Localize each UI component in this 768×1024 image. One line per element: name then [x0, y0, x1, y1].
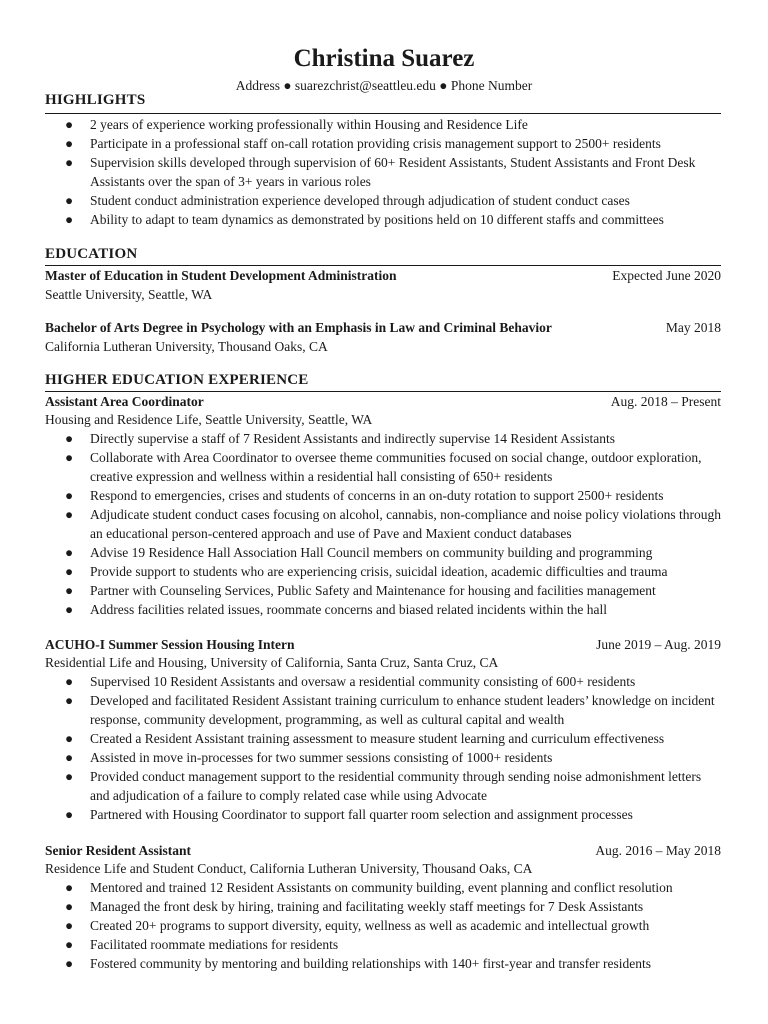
candidate-name: Christina Suarez [293, 45, 475, 72]
education-school-2: California Lutheran University, Thousand Oaks, CA [45, 339, 328, 354]
education-school-1: Seattle University, Seattle, WA [45, 287, 213, 302]
job-date-1: Aug. 2018 – Present [610, 394, 721, 409]
list-item: ● Fostered community by mentoring and building relationships with 140+ first-year and transfer residents [65, 956, 652, 971]
job-2-bullets [45, 672, 721, 824]
list-item: ● Created a Resident Assistant training assessment to measure student learning and curriculum effectiveness [65, 731, 665, 746]
list-item: ● Directly supervise a staff of 7 Resident Assistants and indirectly supervise 14 Resident Assistants [65, 431, 616, 446]
bullet-icon: ● [65, 488, 74, 503]
job-date-2: June 2019 – Aug. 2019 [596, 637, 721, 652]
job-org-1: Housing and Residence Life, Seattle University, Seattle, WA [45, 412, 373, 427]
education-date-1: Expected June 2020 [612, 268, 721, 283]
list-item: ● Facilitated roommate mediations for residents [65, 937, 339, 952]
bullet-icon: ● [65, 731, 74, 746]
list-item: ● Partner with Counseling Services, Public Safety and Maintenance for housing and facilities management [65, 583, 656, 598]
list-item: ● Adjudicate student conduct cases focusing on alcohol, cannabis, non-compliance and noise policy violations through an educational person-centered approach and use of Pave and Maxient conduct databases [65, 507, 721, 541]
bullet-icon: ● [65, 564, 74, 579]
education-date-2: May 2018 [665, 320, 721, 335]
job-org-3: Residence Life and Student Conduct, California Lutheran University, Thousand Oaks, CA [45, 861, 533, 876]
list-item: ● Ability to adapt to team dynamics as demonstrated by positions held on 10 different staffs and committees [65, 212, 664, 227]
job-title-3: Senior Resident Assistant Aug. 2016 – May 2018 [45, 843, 721, 858]
list-item: ● Partnered with Housing Coordinator to support fall quarter room selection and assignment processes [65, 807, 633, 822]
contact-line: Address ● suarezchrist@seattleu.edu ● Phone Number [235, 78, 533, 93]
bullet-icon: ● [65, 431, 74, 446]
bullet-icon: ● [65, 674, 74, 689]
list-item: ● Developed and facilitated Resident Assistant training curriculum to enhance student leaders’ knowledge on incident response, community development, programming, as well as cultural capital and wealth [65, 693, 715, 727]
bullet-icon: ● [65, 807, 74, 822]
list-item: ● Student conduct administration experience developed through adjudication of student conduct cases [65, 193, 630, 208]
bullet-icon: ● [65, 918, 74, 933]
bullet-icon: ● [65, 507, 74, 522]
bullet-icon: ● [65, 155, 74, 170]
list-item: ● Advise 19 Residence Hall Association Hall Council members on community building and programming [65, 545, 653, 560]
list-item: ● Assisted in move in-processes for two summer sessions consisting of 1000+ residents [65, 750, 553, 765]
bullet-icon: ● [65, 880, 74, 895]
education-degree-1: Master of Education in Student Development Administration Expected June 2020 [45, 268, 721, 283]
list-item: ● Mentored and trained 12 Resident Assistants on community building, event planning and conflict resolution [65, 880, 673, 895]
list-item: ● Collaborate with Area Coordinator to oversee theme communities focused on social change, outdoor exploration, creative expression and wellness within a residential hall consisting of 650+ residents [65, 450, 702, 484]
job-1-bullets [45, 429, 721, 619]
bullet-icon: ● [65, 769, 74, 784]
bullet-icon: ● [65, 899, 74, 914]
list-item: ● Supervision skills developed through supervision of 60+ Resident Assistants, Student Assistants and Front Desk Assistants over the span of 3+ years in various roles [65, 155, 696, 189]
bullet-icon: ● [65, 693, 74, 708]
job-title-2: ACUHO-I Summer Session Housing Intern June 2019 – Aug. 2019 [45, 637, 721, 652]
list-item: ● Managed the front desk by hiring, training and facilitating weekly staff meetings for 7 Desk Assistants [65, 899, 644, 914]
list-item: ● Participate in a professional staff on-call rotation providing crisis management support to 2500+ residents [65, 136, 661, 151]
section-title-education: EDUCATION [45, 246, 138, 262]
bullet-icon: ● [65, 583, 74, 598]
list-item: ● Provided conduct management support to the residential community through sending noise admonishment letters and adjudication of a failure to comply related case while using Advocate [65, 769, 702, 803]
list-item: ● Created 20+ programs to support diversity, equity, wellness as well as academic and intellectual growth [65, 918, 650, 933]
bullet-icon: ● [65, 136, 74, 151]
section-title-highlights: HIGHLIGHTS [45, 92, 146, 108]
job-title-1: Assistant Area Coordinator Aug. 2018 – Present [45, 394, 721, 409]
section-title-experience: HIGHER EDUCATION EXPERIENCE [45, 372, 309, 388]
bullet-icon: ● [65, 117, 74, 132]
bullet-icon: ● [65, 212, 74, 227]
job-org-2: Residential Life and Housing, University of California, Santa Cruz, Santa Cruz, CA [45, 655, 499, 670]
bullet-icon: ● [65, 937, 74, 952]
list-item: ● Provide support to students who are experiencing crisis, suicidal ideation, academic difficulties and trauma [65, 564, 668, 579]
bullet-icon: ● [65, 956, 74, 971]
job-3-bullets [45, 878, 721, 973]
bullet-icon: ● [65, 450, 74, 465]
list-item: ● Address facilities related issues, roommate concerns and biased related incidents within the hall [65, 602, 607, 617]
highlights-list [45, 115, 721, 229]
bullet-icon: ● [65, 193, 74, 208]
education-degree-2: Bachelor of Arts Degree in Psychology with an Emphasis in Law and Criminal Behavior May 2018 [45, 320, 721, 335]
list-item: ● Supervised 10 Resident Assistants and oversaw a residential community consisting of 600+ residents [65, 674, 636, 689]
list-item: ● 2 years of experience working professionally within Housing and Residence Life [65, 117, 528, 132]
job-date-3: Aug. 2016 – May 2018 [595, 843, 721, 858]
section-divider [45, 113, 721, 114]
bullet-icon: ● [65, 545, 74, 560]
bullet-icon: ● [65, 750, 74, 765]
bullet-icon: ● [65, 602, 74, 617]
list-item: ● Respond to emergencies, crises and students of concerns in an on-duty rotation to support 2500+ residents [65, 488, 664, 503]
